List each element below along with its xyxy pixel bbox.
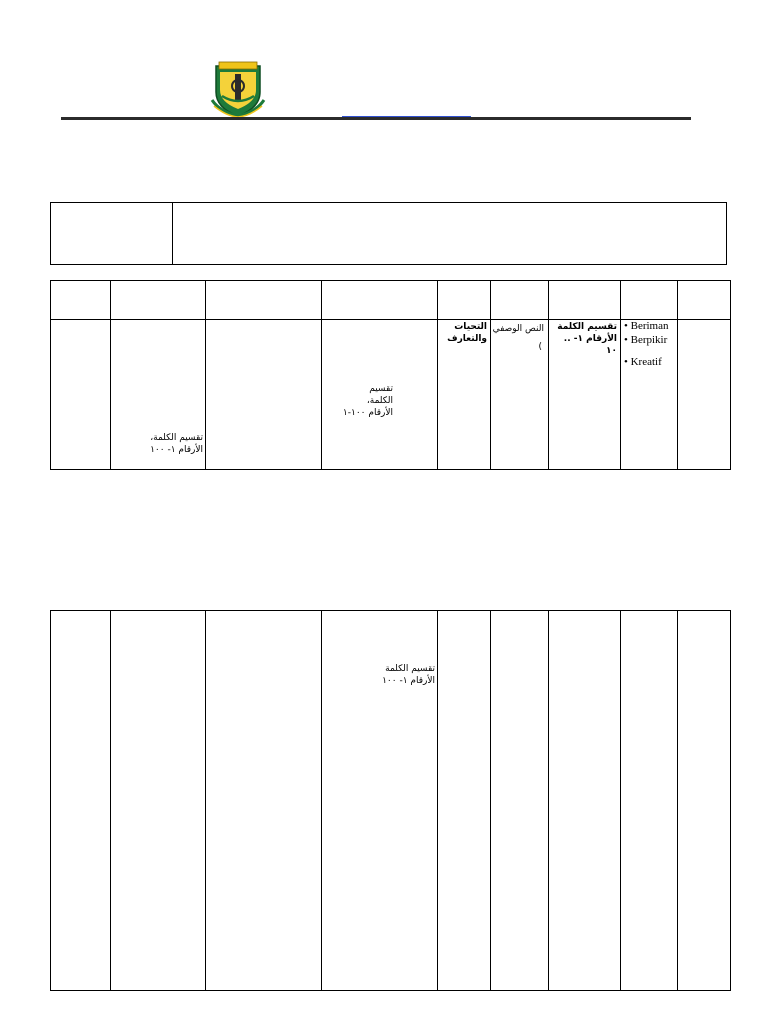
text-line: التحيات [454, 322, 487, 332]
value-kreatif: • Kreatif [624, 356, 662, 368]
table1-desc-cell [492, 323, 544, 353]
text-line: تقسيم [369, 384, 393, 394]
identity-box [50, 202, 727, 265]
header-rule [61, 117, 691, 120]
plan-table-1 [50, 280, 731, 470]
text-line: الأرقام ١- .. ١٠ [563, 334, 617, 356]
text-line: ) [538, 342, 542, 352]
text-line: والتعارف [447, 334, 487, 344]
text-line: النص الوصفي [492, 324, 544, 334]
text-line: الأرقام ١- ١٠٠ [382, 676, 435, 686]
text-line: الكلمة، [366, 396, 393, 406]
table1-left-cell [133, 432, 203, 456]
plan-table-2 [50, 610, 731, 991]
text-line: الأرقام ١٠٠-١ [342, 408, 393, 418]
table1-greetings-cell [439, 321, 487, 345]
table2-mid-cell [331, 663, 435, 687]
text-line: الأرقام ١- ١٠٠ [150, 445, 203, 455]
value-berpikir: • Berpikir [624, 334, 668, 346]
header-link-underline [342, 116, 471, 117]
table1-mid-cell [323, 383, 393, 419]
text-line: تقسيم الكلمة، [150, 433, 203, 443]
school-crest-logo [210, 56, 266, 118]
text-line: تقسيم الكلمة [385, 664, 435, 674]
value-beriman: • Beriman [624, 320, 669, 332]
table1-numbers-cell [550, 321, 617, 357]
text-line: تقسيم الكلمة [557, 322, 617, 332]
table1-values-cell [624, 319, 676, 369]
